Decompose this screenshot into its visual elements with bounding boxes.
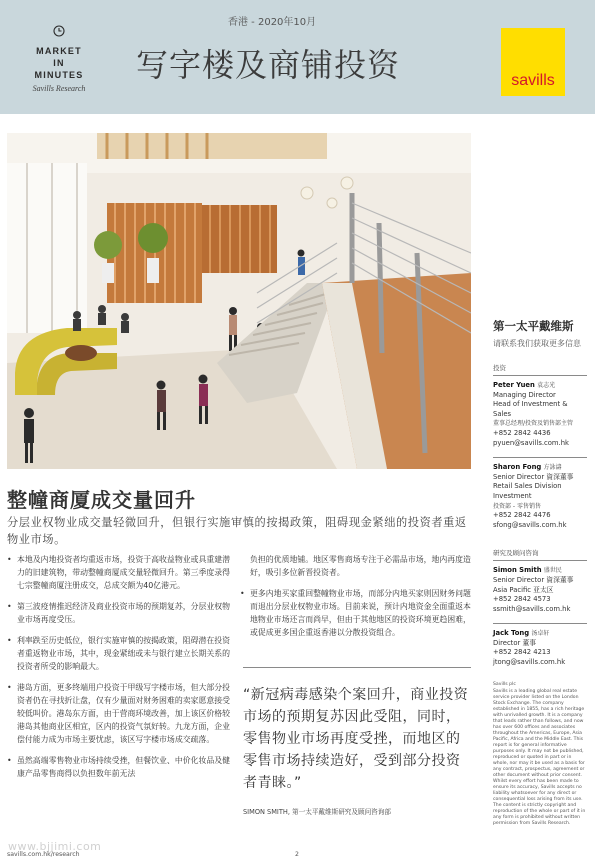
contact-card	[493, 457, 587, 534]
pull-quote	[243, 667, 471, 816]
contact-email[interactable]: ssmith@savills.com.hk	[493, 604, 571, 613]
bullet-item: • 更多内地买家重回整幢物业市场，而部分内地买家则因财务问题而退出分层业权物业市场。目前来说，预计内地资金全面重返本地物业市场还言而尚早，但由于其他地区的投资环境更趋困难，或促成更多国企重返香港以分散投资组合。	[240, 587, 471, 639]
contact-card	[493, 623, 587, 671]
clock-icon	[24, 22, 94, 41]
page-number: 2	[295, 851, 299, 858]
watermark: www.bjjimi.com	[8, 840, 102, 853]
contact-role-zh: 董事总经理/投资及销售部主管	[493, 420, 574, 428]
sidebar-title: 第一太平戴维斯	[493, 319, 574, 333]
disclaimer	[493, 682, 587, 827]
contact-role: Head of Investment & Sales	[493, 400, 568, 418]
bullet-item: • 利率跌至历史低位，银行实施审慎的按揭政策，阻碍潜在投资者重返物业市场，其中，现金紧绌或未与银行建立长期关系的投资者所受的影响最大。	[7, 634, 235, 673]
contact-name: Simon Smith	[493, 566, 542, 575]
disclaimer-heading: Savills plc	[493, 681, 516, 687]
disclaimer-text: Savills is a leading global real estate service provider listed on the London Stock Exchange. The company established in 1855, has a rich heritage with unrivalled growth. It is a company that leads rather than follows, and now has over 600 offices and associates throughout the Americas, Europe, Asia Pacific, Africa and the Middle East. This report is for general informative purposes only. It may not be published, reproduced or quoted in part or in whole, nor may it be used as a basis for any contract, prospectus, agreement or other document without prior consent. Whilst every effort has been made to ensure its accuracy, Savills accepts no liability whatsoever for any direct or consequential loss arising from its use. The content is strictly copyright and reproduction of the whole or part of it in any form is prohibited without written permission from Savills Research.	[493, 688, 586, 826]
page-title: 写字楼及商铺投资	[136, 46, 401, 84]
market-in-minutes-badge	[24, 22, 94, 93]
quote-text: “新冠病毒感染个案回升，商业投资市场的预期复苏因此受阻，同时，零售物业市场再度受挫，而地区的零售市场持续造好，受到部分投资者青睐。”	[243, 687, 469, 791]
bullet-list	[7, 553, 235, 780]
contact-phone[interactable]: +852 2842 4476	[493, 511, 551, 520]
contact-email[interactable]: pyuen@savills.com.hk	[493, 438, 569, 447]
contact-card	[493, 566, 587, 618]
series-word: IN	[53, 58, 65, 68]
header-banner	[0, 0, 595, 114]
footer-url[interactable]: savills.com.hk/research	[7, 851, 80, 858]
bullet-item: • 第三波疫情推迟经济及商业投资市场的预期复苏，分层业权物业市场再度受压。	[7, 600, 235, 626]
contact-role-zh: 投资部 - 零售销售	[493, 502, 541, 510]
contact-name: Peter Yuen	[493, 381, 535, 389]
contact-role: Retail Sales Division	[493, 482, 562, 491]
bullet-item: • 虽然高端零售物业市场持续受挫，但餐饮业、中价化妆品及健康产品零售商得以负担数年前无法	[7, 754, 235, 780]
savills-logo	[501, 28, 565, 96]
contact-email[interactable]: jtong@savills.com.hk	[493, 658, 566, 667]
contact-sidebar	[493, 318, 587, 827]
quote-citation: SIMON SMITH, 第一太平戴维斯研究及顾问咨询部	[243, 808, 391, 816]
bullet-item: • 本地及内地投资者均重返市场，投资于高收益物业或具重建潜力的旧建筑物，带动整幢商厦成交量轻微回升。第三季度录得七宗整幢商厦注册成交，总成交额为40亿港元。	[7, 553, 235, 592]
contact-role: Senior Director 資深董事	[493, 472, 574, 481]
article-column-right	[240, 553, 471, 647]
contact-name: Sharon Fong	[493, 463, 542, 472]
contact-role: Director 董事	[493, 638, 537, 647]
bullet-continuation: 负担的优质地铺。地区零售商场专注于必需品市场，地内再度造好，吸引多位新晋投资者。	[250, 555, 471, 577]
series-word: MARKET	[36, 46, 82, 56]
section-heading-investment: 投资	[493, 363, 587, 376]
contact-name-zh: 汤卓轩	[531, 630, 550, 638]
sidebar-note: 请联系我们获取更多信息	[493, 339, 581, 348]
logo-text: savills	[511, 72, 555, 89]
contact-name-zh: 盛世民	[543, 567, 562, 575]
contact-name-zh: 袁志光	[537, 382, 556, 389]
contact-name: Jack Tong	[493, 629, 530, 638]
contact-phone[interactable]: +852 2842 4436	[493, 428, 551, 437]
contact-name-zh: 方詠濤	[543, 464, 562, 472]
article-headline: 整幢商厦成交量回升	[7, 488, 196, 512]
contact-role: Asia Pacific 亚太区	[493, 585, 554, 594]
bullet-list	[240, 587, 471, 639]
article-standfirst: 分层业权物业成交量轻微回升，但银行实施审慎的按揭政策，阻碍现金紧绌的投资者重返物业市场。	[7, 516, 467, 546]
contact-email[interactable]: sfong@savills.com.hk	[493, 520, 567, 529]
contact-card	[493, 381, 587, 452]
contact-role: Investment	[493, 491, 532, 500]
contact-phone[interactable]: +852 2842 4573	[493, 595, 551, 604]
bullet-item: • 港岛方面，更多终端用户投资于甲级写字楼市场，但大部分投资者仍在寻找折让盘，仅有少量面对财务困难的卖家愿意接受较低叫价。港岛东方面，由于营商环境改善，加上该区价格较港岛其他商业区相宜，区内的投资气氛好转。九龙方面，企业偿付能力成为市场主要忧虑，该区写字楼市场成交疏落。	[7, 681, 235, 746]
contact-phone[interactable]: +852 2842 4213	[493, 648, 551, 657]
contact-role: Managing Director	[493, 390, 556, 399]
series-word: MINUTES	[34, 70, 84, 80]
contact-role: Senior Director 資深董事	[493, 575, 574, 584]
article-column-left	[7, 553, 235, 788]
hero-photo	[7, 133, 471, 469]
section-heading-research: 研究及顾问咨询	[493, 548, 587, 561]
office-atrium-photo	[7, 133, 471, 469]
series-subtitle: Savills Research	[32, 84, 86, 93]
report-date: 香港 - 2020年10月	[228, 17, 317, 28]
